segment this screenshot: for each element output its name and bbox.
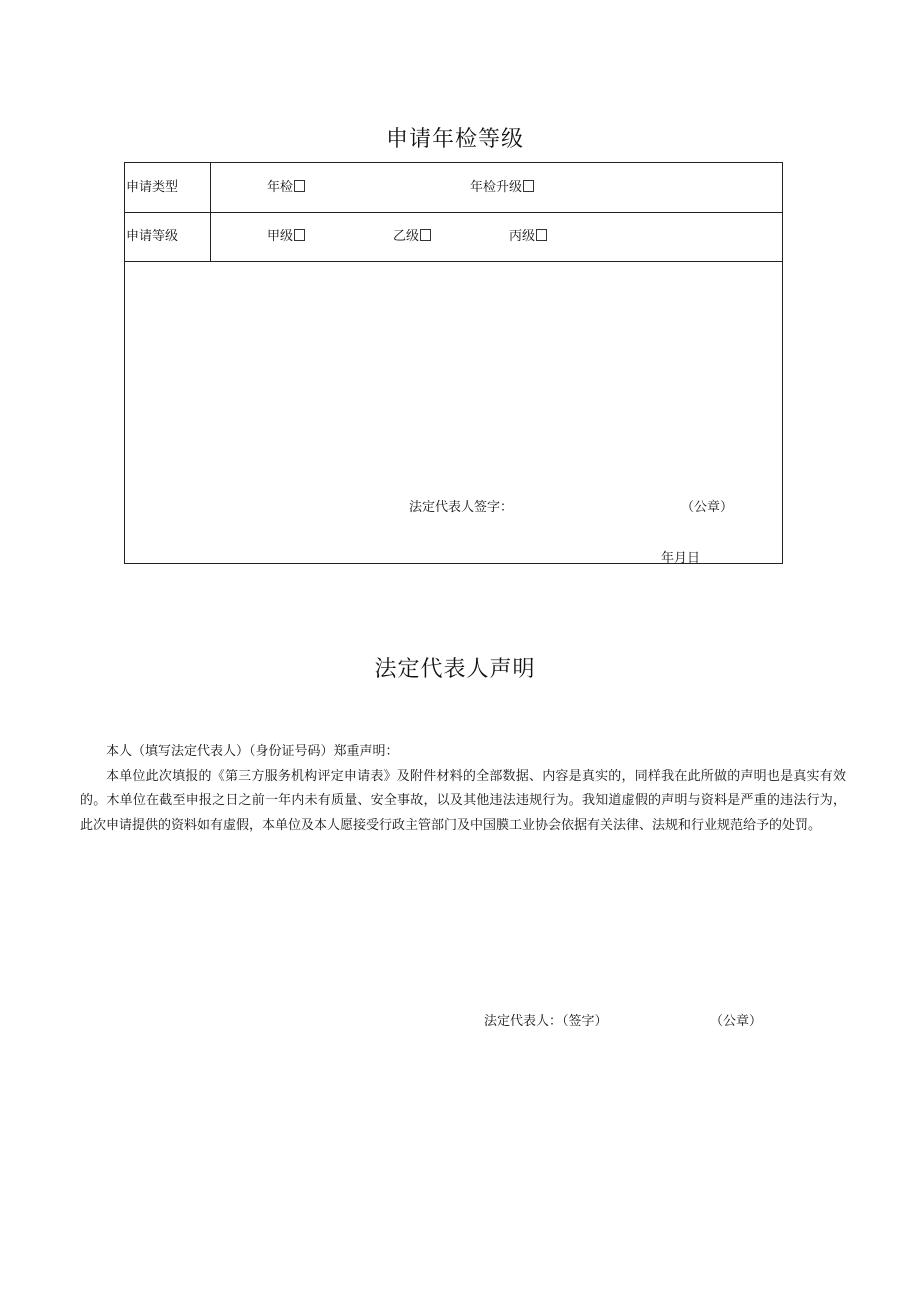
grade-b-checkbox[interactable] bbox=[420, 229, 431, 241]
option-grade-a[interactable] bbox=[267, 212, 305, 261]
option-annual-inspection-label: 年检 bbox=[267, 180, 294, 195]
declaration-title: 法定代表人声明 bbox=[374, 657, 536, 682]
option-inspection-upgrade-label: 年检升级 bbox=[470, 180, 523, 195]
application-type-row bbox=[125, 163, 782, 213]
application-grade-row bbox=[125, 212, 782, 262]
declaration-paragraph: 本单位此次填报的《第三方服务机构评定申请表》及附件材料的全部数据、内容是真实的，同样我在此所做的声明也是真实有效的。木单位在截至申报之日之前一年内未有质量、安全事故，以及其他违法违规行为。我知道虚假的声明与资料是严重的违法行为，此次申请提供的资料如有虚假，本单位及本人愿接受行政主管部门及中国膜工业协会依据有关法律、法规和行业规范给予的处罚。 bbox=[80, 768, 846, 833]
option-annual-inspection[interactable] bbox=[267, 163, 305, 212]
option-grade-a-label: 甲级 bbox=[267, 229, 294, 244]
option-grade-b[interactable] bbox=[393, 212, 431, 261]
application-type-label: 申请类型 bbox=[125, 163, 211, 212]
grade-a-checkbox[interactable] bbox=[294, 229, 305, 241]
date-label: 年月日 bbox=[661, 551, 701, 566]
signature-label: 法定代表人签字： bbox=[409, 500, 514, 515]
seal-label: （公章） bbox=[681, 500, 734, 515]
representative-signature-label: 法定代表人：（签字） bbox=[484, 1014, 608, 1029]
grade-c-checkbox[interactable] bbox=[536, 229, 547, 241]
application-grade-label: 申请等级 bbox=[125, 212, 211, 261]
option-inspection-upgrade[interactable] bbox=[470, 163, 534, 212]
annual-inspection-checkbox[interactable] bbox=[294, 180, 305, 192]
declaration-body bbox=[80, 740, 846, 838]
declaration-seal-label: （公章） bbox=[710, 1014, 763, 1029]
inspection-upgrade-checkbox[interactable] bbox=[523, 180, 534, 192]
application-form-table bbox=[124, 162, 783, 564]
declaration-line-1: 本人（填写法定代表人）（身份证号码）郑重声明： bbox=[106, 744, 399, 759]
option-grade-b-label: 乙级 bbox=[393, 229, 420, 244]
option-grade-c[interactable] bbox=[509, 212, 547, 261]
option-grade-c-label: 丙级 bbox=[509, 229, 536, 244]
form-title: 申请年检等级 bbox=[385, 127, 524, 152]
